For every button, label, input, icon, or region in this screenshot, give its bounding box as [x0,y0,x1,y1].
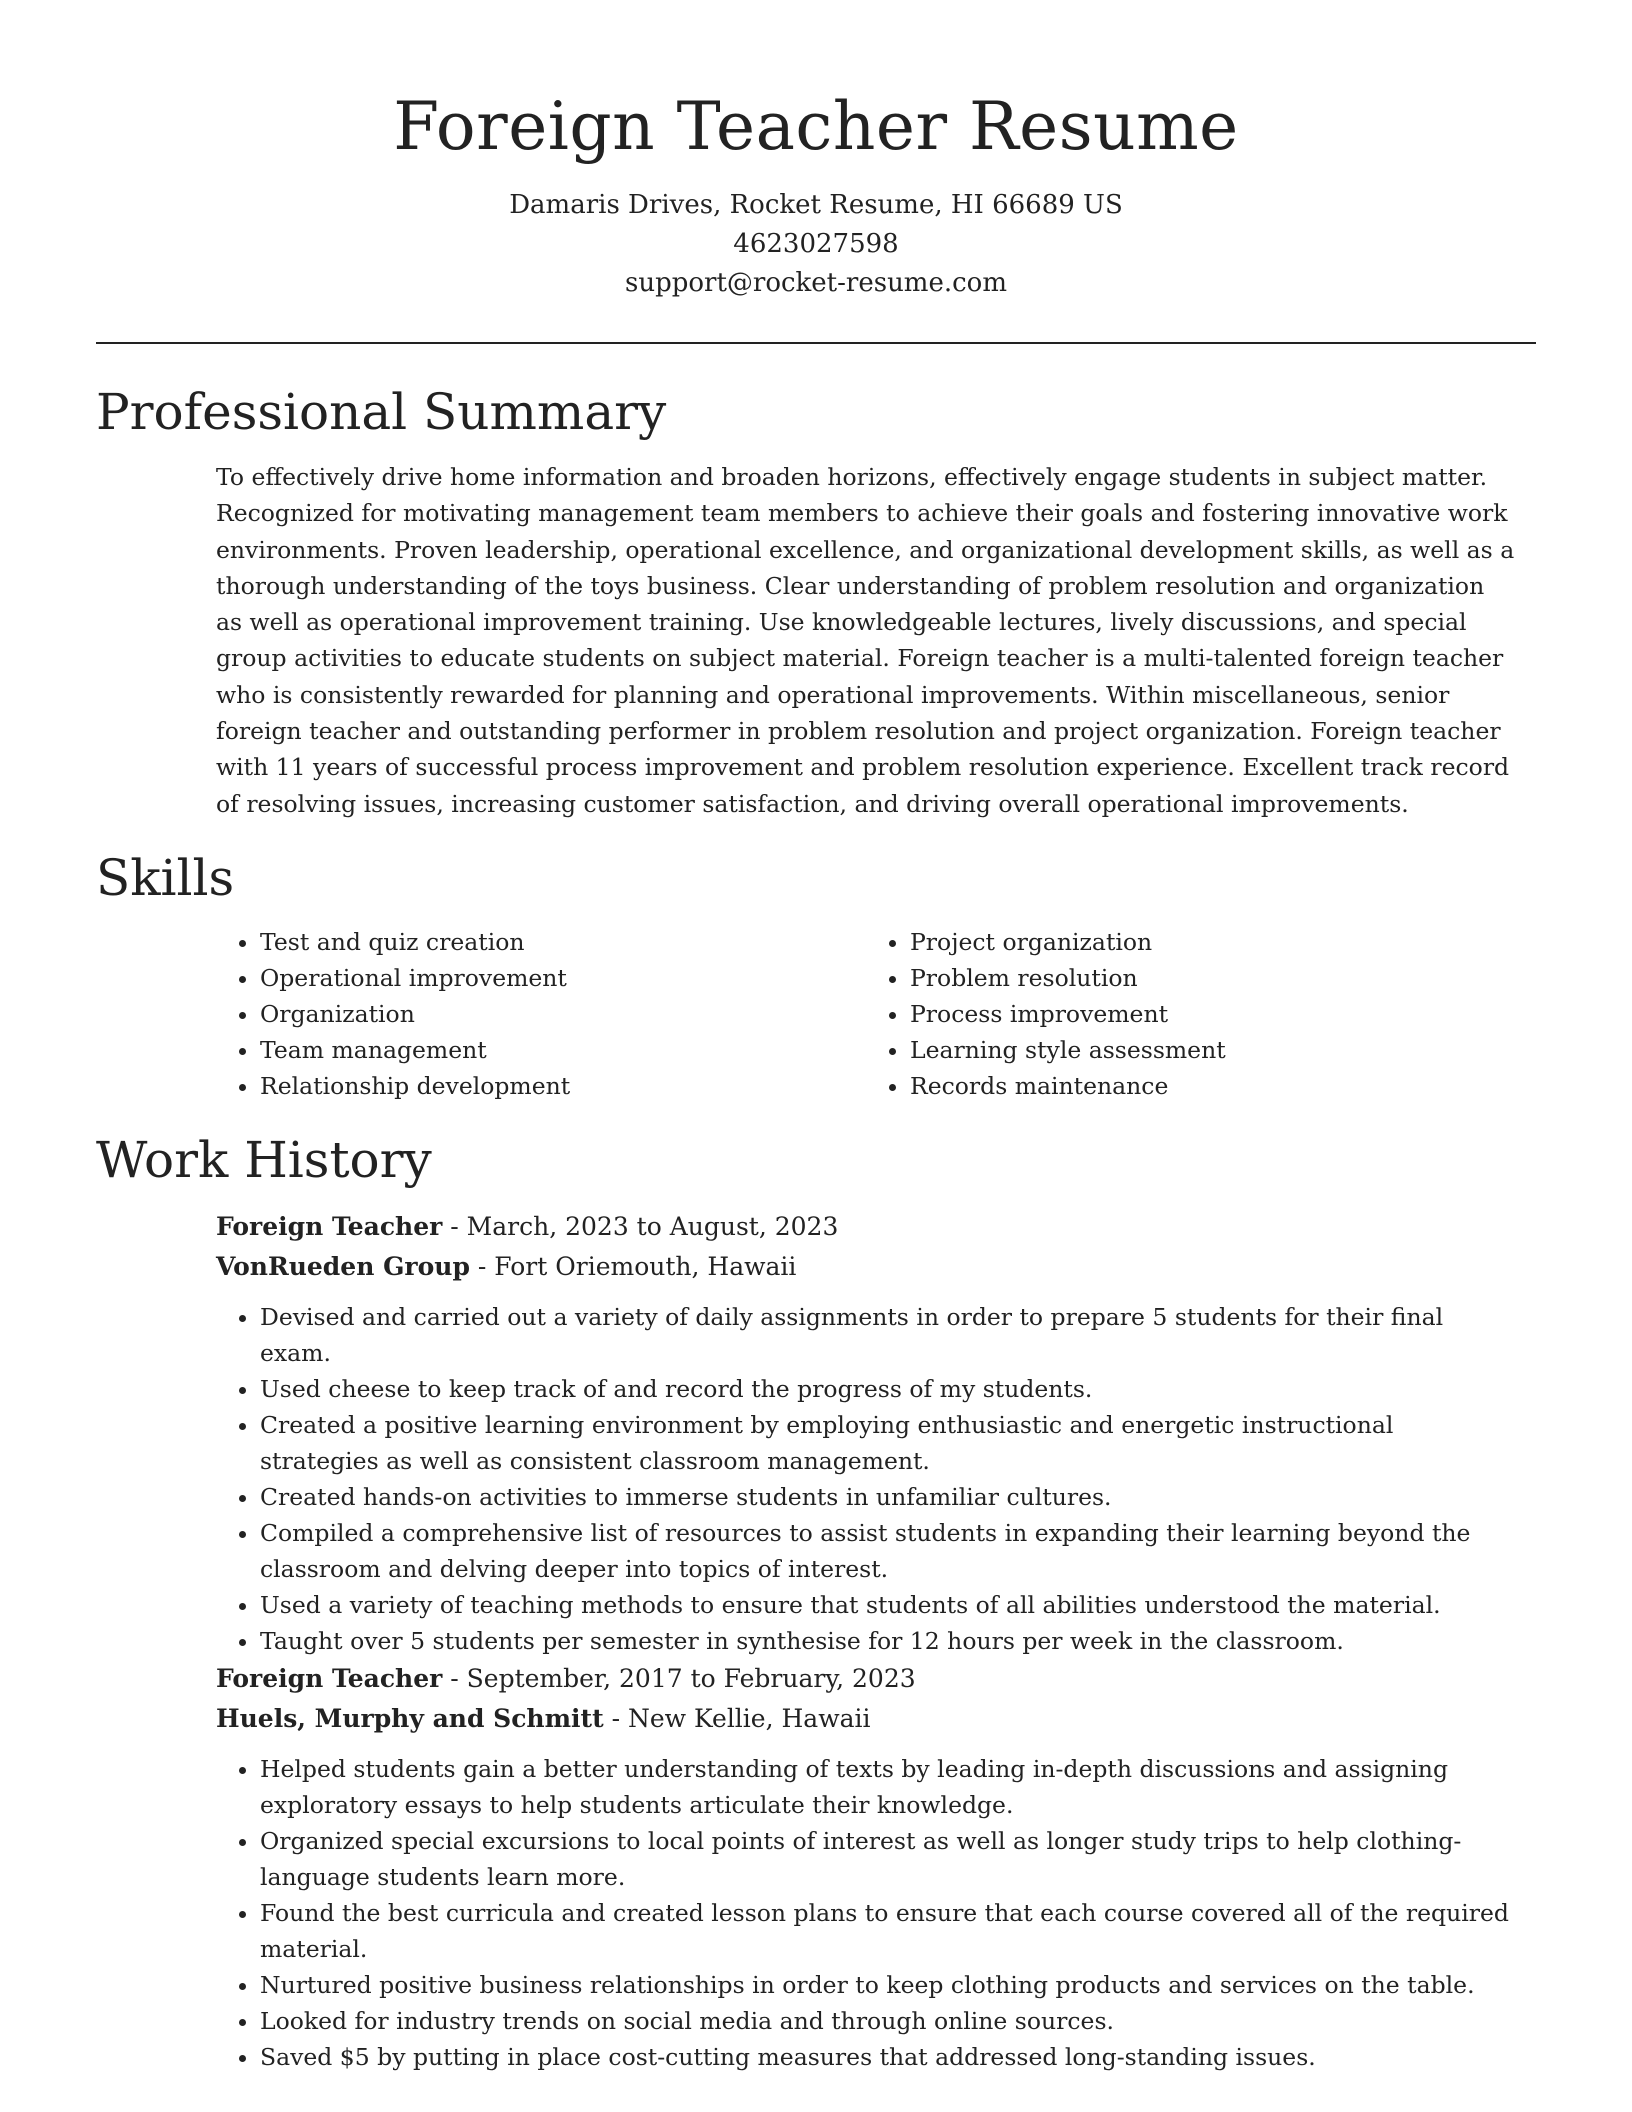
skill-item: • Problem resolution [910,960,1516,996]
skill-item: • Records maintenance [910,1068,1516,1104]
job-bullet: • Saved $5 by putting in place cost-cutting measures that addressed long-standing issues. [260,2039,1516,2075]
job-bullets [216,1751,1516,2075]
job-bullet: • Taught over 5 students per semester in synthesise for 12 hours per week in the classroom. [260,1623,1516,1659]
job-location: - New Kellie, Hawaii [603,1704,871,1733]
job-bullet: • Helped students gain a better understanding of texts by leading in-depth discussions and assigning exploratory essays to help students articulate their knowledge. [260,1751,1516,1823]
job-bullet: • Compiled a comprehensive list of resources to assist students in expanding their learning beyond the classroom and delving deeper into topics of interest. [260,1515,1516,1587]
skills-column-left [216,924,866,1104]
skill-item: • Team management [260,1032,866,1068]
job-location: - Fort Oriemouth, Hawaii [469,1252,797,1281]
job-entry [216,1659,1516,2075]
contact-phone: 4623027598 [733,229,899,259]
job-role: Foreign Teacher [216,1664,443,1693]
job-bullet: • Nurtured positive business relationships in order to keep clothing products and services on the table. [260,1967,1516,2003]
skill-item: • Test and quiz creation [260,924,866,960]
job-title-line [216,1659,1516,1699]
job-title-line [216,1207,1516,1247]
job-bullet: • Created hands-on activities to immerse students in unfamiliar cultures. [260,1479,1516,1515]
job-dates: - September, 2017 to February, 2023 [442,1664,916,1693]
skills-column-right [866,924,1516,1104]
skills-heading: Skills [96,849,235,907]
skill-item: • Learning style assessment [910,1032,1516,1068]
job-bullet: • Used cheese to keep track of and record the progress of my students. [260,1371,1516,1407]
contact-block [0,186,1632,303]
contact-address: Damaris Drives, Rocket Resume, HI 66689 US [509,190,1123,220]
job-bullets [216,1299,1516,1659]
job-company: VonRueden Group [216,1252,470,1281]
job-bullet: • Created a positive learning environment by employing enthusiastic and energetic instructional strategies as well as consistent classroom management. [260,1407,1516,1479]
job-company-line [216,1699,1516,1739]
summary-heading: Professional Summary [96,383,667,441]
job-dates: - March, 2023 to August, 2023 [442,1212,839,1241]
skill-item: • Operational improvement [260,960,866,996]
job-bullet: • Used a variety of teaching methods to ensure that students of all abilities understood the material. [260,1587,1516,1623]
skill-item: • Process improvement [910,996,1516,1032]
work-history-heading: Work History [96,1131,432,1189]
contact-email: support@rocket-resume.com [624,268,1007,298]
skill-item: • Project organization [910,924,1516,960]
resume-title: Foreign Teacher Resume [393,88,1239,165]
job-role: Foreign Teacher [216,1212,443,1241]
resume-header [0,0,1632,303]
job-entry [216,1207,1516,1659]
job-company: Huels, Murphy and Schmitt [216,1704,604,1733]
job-bullet: • Organized special excursions to local points of interest as well as longer study trips to help clothing-language students learn more. [260,1823,1516,1895]
header-divider [96,342,1536,344]
job-bullet: • Looked for industry trends on social media and through online sources. [260,2003,1516,2039]
job-company-line [216,1247,1516,1287]
job-bullet: • Found the best curricula and created lesson plans to ensure that each course covered all of the required material. [260,1895,1516,1967]
skill-item: • Organization [260,996,866,1032]
summary-text: To effectively drive home information and broaden horizons, effectively engage students in subject matter. Recognized for motivating management team members to achieve their goals and fostering innovative work environments. Proven leadership, operational excellence, and organizational development skills, as well as a thorough understanding of the toys business. Clear understanding of problem resolution and organization as well as operational improvement training. Use knowledgeable lectures, lively discussions, and special group activities to educate students on subject material. Foreign teacher is a multi-talented foreign teacher who is consistently rewarded for planning and operational improvements. Within miscellaneous, senior foreign teacher and outstanding performer in problem resolution and project organization. Foreign teacher with 11 years of successful process improvement and problem resolution experience. Excellent track record of resolving issues, increasing customer satisfaction, and driving overall operational improvements. [216,463,1515,818]
job-bullet: • Devised and carried out a variety of daily assignments in order to prepare 5 students for their final exam. [260,1299,1516,1371]
skills-list [216,924,1516,1104]
skill-item: • Relationship development [260,1068,866,1104]
